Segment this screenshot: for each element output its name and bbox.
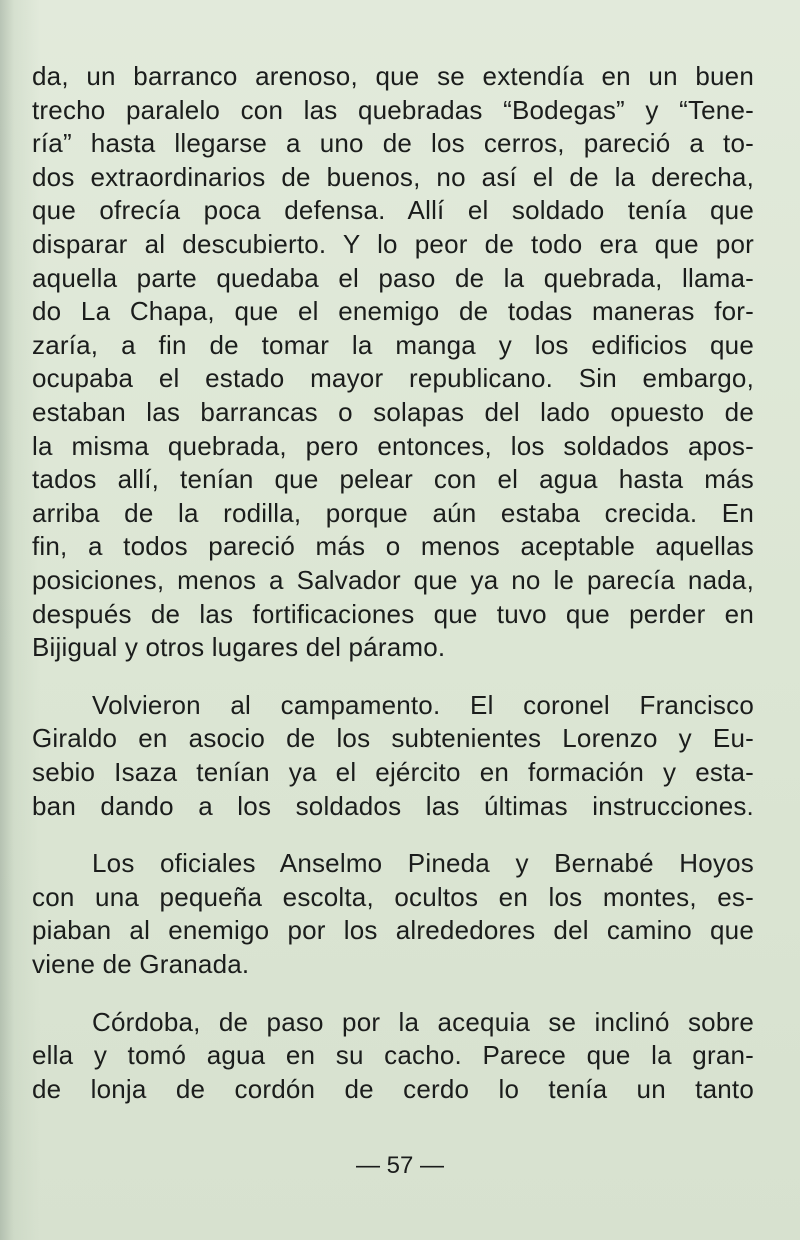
text-line: disparar al descubierto. Y lo peor de todo era que por: [32, 229, 754, 259]
text-line: ban dando a los soldados las últimas instrucciones.: [32, 790, 754, 821]
text-line: después de las fortificaciones que tuvo que perder en: [32, 598, 754, 629]
text-line: do La Chapa, que el enemigo de todas maneras for-: [32, 296, 754, 327]
text-line: tados allí, tenían que pelear con el agua hasta más: [32, 464, 754, 495]
text-line: piaban al enemigo por los alrededores del camino que: [32, 915, 754, 946]
text-line: Giraldo en asocio de los subtenientes Lorenzo y Eu-: [32, 723, 754, 754]
text-line: dos extraordinarios de buenos, no así el de la derecha,: [32, 161, 754, 192]
text-line: ocupaba el estado mayor republicano. Sin embargo,: [32, 363, 754, 394]
text-line: ella y tomó agua en su cacho. Parece que la gran-: [32, 1040, 754, 1071]
page-number: — 57 —: [355, 1152, 445, 1179]
text-line: viene de Granada.: [32, 949, 250, 979]
text-line: Los oficiales Anselmo Pineda y Bernabé Hoyos: [92, 848, 754, 879]
text-line: que ofrecía poca defensa. Allí el soldado tenía que: [32, 195, 754, 226]
text-line: arriba de la rodilla, porque aún estaba crecida. En: [32, 497, 754, 528]
text-line: Volvieron al campamento. El coronel Francisco: [92, 689, 754, 720]
text-line: de lonja de cordón de cerdo lo tenía un tanto: [32, 1073, 754, 1104]
text-line: posiciones, menos a Salvador que ya no le parecía nada,: [32, 565, 754, 595]
text-line: Bijigual y otros lugares del páramo.: [32, 632, 446, 663]
text-line: sebio Isaza tenían ya el ejército en formación y esta-: [32, 757, 754, 787]
text-line: estaban las barrancas o solapas del lado opuesto de: [32, 397, 754, 427]
text-line: fin, a todos pareció más o menos aceptable aquellas: [32, 531, 754, 562]
text-line: aquella parte quedaba el paso de la quebrada, llama-: [32, 262, 754, 293]
text-line: con una pequeña escolta, ocultos en los montes, es-: [32, 881, 754, 912]
text-line: ría” hasta llegarse a uno de los cerros, pareció a to-: [32, 128, 754, 159]
text-line: da, un barranco arenoso, que se extendía en un buen: [32, 61, 754, 91]
text-line: trecho paralelo con las quebradas “Bodegas” y “Tene-: [32, 94, 754, 125]
text-line: la misma quebrada, pero entonces, los soldados apos-: [32, 430, 754, 461]
text-line: Córdoba, de paso por la acequia se inclinó sobre: [92, 1006, 754, 1037]
text-line: zaría, a fin de tomar la manga y los edificios que: [32, 329, 754, 360]
